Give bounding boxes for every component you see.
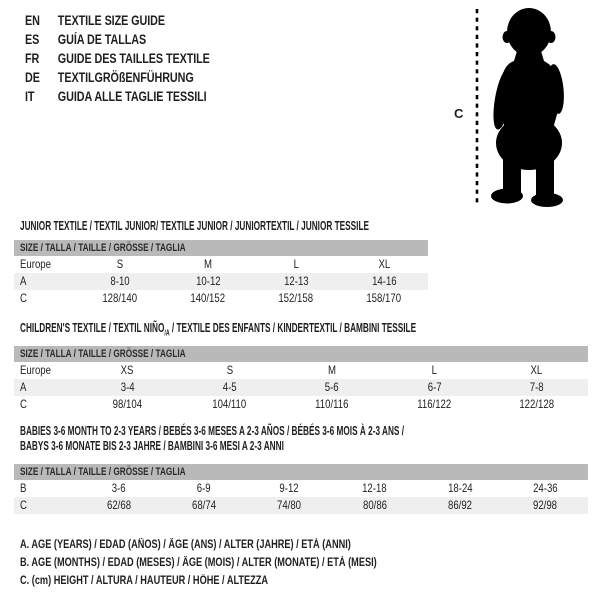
row-label-cell: B: [20, 481, 27, 495]
babies-size-table: [14, 464, 588, 514]
value-cell: 140/152: [190, 291, 226, 305]
value-cell: 10-12: [195, 274, 221, 288]
value-cell: 12-18: [362, 481, 387, 495]
value-cell: 14-16: [371, 274, 397, 288]
value-cell: 92/98: [533, 498, 558, 512]
value-cell: 5-6: [325, 380, 339, 394]
table-row-height: [14, 497, 588, 514]
guide-title-en: TEXTILE SIZE GUIDE: [57, 13, 165, 28]
row-label-cell: A: [20, 274, 27, 288]
table-row-height: [14, 290, 428, 307]
value-cell: 3-4: [120, 380, 135, 394]
value-cell: 24-36: [533, 481, 558, 495]
value-cell: 62/68: [106, 498, 131, 512]
value-cell: 158/170: [366, 291, 402, 305]
value-cell: 98/104: [112, 397, 142, 411]
size-cell: S: [116, 257, 124, 271]
row-label-cell: C: [20, 397, 27, 411]
value-cell: 128/140: [102, 291, 138, 305]
figure-height-label: C: [454, 106, 464, 121]
size-cell: XL: [378, 257, 390, 271]
size-cell: M: [204, 257, 212, 271]
value-cell: 6-7: [427, 380, 442, 394]
figure-illustration: [470, 3, 595, 208]
size-cell: L: [431, 363, 438, 377]
guide-title-de: TEXTILGRÖßENFÜHRUNG: [57, 70, 194, 85]
size-header-band: SIZE / TALLA / TAILLE / GRÖSSE / TAGLIA: [14, 240, 428, 256]
language-code: IT: [25, 89, 35, 104]
footnote-age-months: B. AGE (MONTHS) / EDAD (MESES) / ÂGE (MOIS) / ALTER (MONATE) / ETÀ (MESI): [20, 557, 377, 569]
value-cell: 9-12: [279, 481, 299, 495]
language-row-de: [25, 68, 236, 87]
size-cell: S: [226, 363, 233, 377]
row-label-cell: Europe: [20, 257, 51, 271]
baby-silhouette-icon: [490, 8, 566, 207]
guide-title-it: GUIDA ALLE TAGLIE TESSILI: [57, 89, 207, 104]
size-header-band: SIZE / TALLA / TAILLE / GRÖSSE / TAGLIA: [14, 346, 588, 362]
footnote-age-years: A. AGE (YEARS) / EDAD (AÑOS) / ÂGE (ANS) / ALTER (JAHRE) / ETÀ (ANNI): [20, 539, 351, 551]
language-row-it: [25, 87, 252, 106]
row-label-cell: A: [20, 380, 27, 394]
value-cell: 80/86: [362, 498, 387, 512]
size-cell: M: [328, 363, 337, 377]
guide-title-es: GUÍA DE TALLAS: [57, 32, 147, 47]
value-cell: 7-8: [529, 380, 544, 394]
value-cell: 152/158: [278, 291, 314, 305]
footnote-height: C. (cm) HEIGHT / ALTURA / HAUTEUR / HÖHE / ALTEZZA: [20, 575, 269, 587]
value-cell: 68/74: [191, 498, 216, 512]
value-cell: 104/110: [212, 397, 247, 411]
babies-table-title: BABIES 3-6 MONTH TO 2-3 YEARS / BEBÉS 3-6 MESES A 2-3 AÑOS / BÉBÉS 3-6 MOIS À 2-3 ANS / BABYS 3-6 MONATE BIS 2-3 JAHRE / BAMBINI 3-6 MESI A 2-3 ANNI: [20, 424, 405, 453]
language-code: FR: [25, 51, 40, 66]
value-cell: 6-9: [197, 481, 211, 495]
table-row-height: [14, 396, 588, 413]
language-code: EN: [25, 13, 40, 28]
table-row-europe: [14, 256, 428, 273]
language-row-en: [25, 11, 200, 30]
value-cell: 116/122: [417, 397, 452, 411]
children-table-title: CHILDREN'S TEXTILE / TEXTIL $NIÑO_{/A}$ / TEXTILE DES ENFANTS / KINDERTEXTIL / BAMBINI TESSILE: [20, 321, 417, 338]
value-cell: 86/92: [447, 498, 472, 512]
row-label-cell: Europe: [20, 363, 51, 377]
language-row-fr: [25, 49, 256, 68]
row-label-cell: C: [20, 291, 27, 305]
value-cell: 3-6: [111, 481, 126, 495]
value-cell: 12-13: [283, 274, 309, 288]
language-code: ES: [25, 32, 40, 47]
language-row-es: [25, 30, 176, 49]
value-cell: 122/128: [519, 397, 555, 411]
value-cell: 74/80: [277, 498, 302, 512]
table-row-age-months: [14, 480, 588, 497]
language-code: DE: [25, 70, 40, 85]
size-cell: XS: [120, 363, 134, 377]
table-row-age: [14, 379, 588, 396]
table-row-age: [14, 273, 428, 290]
guide-title-fr: GUIDE DES TAILLES TEXTILE: [57, 51, 210, 66]
value-cell: 110/116: [315, 397, 349, 411]
junior-size-table: [14, 240, 428, 307]
size-header-band: SIZE / TALLA / TAILLE / GRÖSSE / TAGLIA: [14, 464, 588, 480]
value-cell: 8-10: [110, 274, 130, 288]
table-row-europe: [14, 362, 588, 379]
value-cell: 18-24: [447, 481, 473, 495]
children-size-table: [14, 346, 588, 413]
row-label-cell: C: [20, 498, 27, 512]
size-cell: XL: [530, 363, 543, 377]
size-cell: L: [293, 257, 299, 271]
junior-table-title: JUNIOR TEXTILE / TEXTIL JUNIOR/ TEXTILE JUNIOR / JUNIORTEXTIL / JUNIOR TESSILE: [20, 219, 369, 233]
value-cell: 4-5: [222, 380, 237, 394]
